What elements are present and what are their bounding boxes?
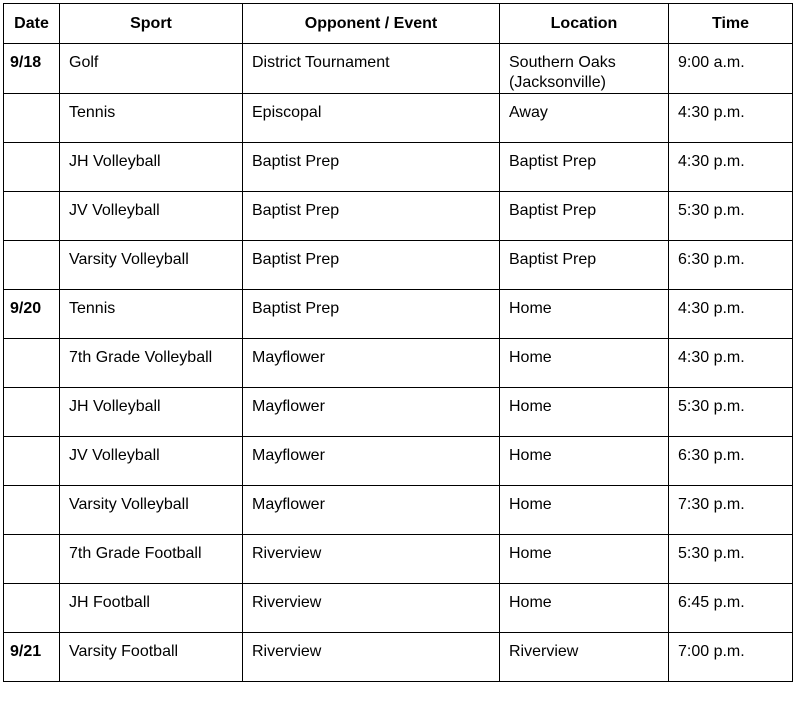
schedule-body [4, 44, 793, 682]
table-row [4, 339, 793, 388]
cell-opponent: Riverview [243, 633, 500, 682]
header-location: Location [500, 4, 669, 44]
location-line: Home [509, 300, 552, 317]
cell-sport: JV Volleyball [60, 437, 243, 486]
cell-location [500, 535, 669, 584]
table-row [4, 486, 793, 535]
cell-date [4, 486, 60, 535]
header-opponent: Opponent / Event [243, 4, 500, 44]
cell-location [500, 339, 669, 388]
cell-location [500, 192, 669, 241]
table-row [4, 143, 793, 192]
cell-sport: JH Volleyball [60, 143, 243, 192]
cell-location [500, 437, 669, 486]
cell-date: 9/20 [4, 290, 60, 339]
location-line: Baptist Prep [509, 202, 597, 219]
cell-time: 5:30 p.m. [669, 388, 793, 437]
cell-time: 7:30 p.m. [669, 486, 793, 535]
cell-date [4, 94, 60, 143]
header-row [4, 4, 793, 44]
cell-time: 4:30 p.m. [669, 290, 793, 339]
table-row [4, 94, 793, 143]
table-row [4, 584, 793, 633]
cell-date [4, 584, 60, 633]
header-time: Time [669, 4, 793, 44]
cell-date [4, 535, 60, 584]
cell-date [4, 143, 60, 192]
location-line: Home [509, 496, 552, 513]
location-line: Home [509, 447, 552, 464]
cell-time: 5:30 p.m. [669, 192, 793, 241]
location-line: Away [509, 104, 548, 121]
cell-date: 9/18 [4, 44, 60, 94]
cell-opponent: Mayflower [243, 437, 500, 486]
location-line: Home [509, 398, 552, 415]
cell-opponent: District Tournament [243, 44, 500, 94]
cell-time: 6:45 p.m. [669, 584, 793, 633]
cell-sport: Golf [60, 44, 243, 94]
cell-opponent: Mayflower [243, 486, 500, 535]
cell-sport: Tennis [60, 290, 243, 339]
location-line: Baptist Prep [509, 153, 597, 170]
cell-date [4, 339, 60, 388]
cell-opponent: Baptist Prep [243, 241, 500, 290]
cell-opponent: Riverview [243, 584, 500, 633]
cell-location [500, 388, 669, 437]
table-row [4, 535, 793, 584]
cell-date: 9/21 [4, 633, 60, 682]
cell-time: 4:30 p.m. [669, 143, 793, 192]
cell-time: 6:30 p.m. [669, 241, 793, 290]
cell-opponent: Mayflower [243, 388, 500, 437]
cell-opponent: Baptist Prep [243, 290, 500, 339]
location-line: Southern Oaks [509, 54, 616, 71]
cell-sport: JH Volleyball [60, 388, 243, 437]
header-date: Date [4, 4, 60, 44]
cell-location [500, 486, 669, 535]
cell-location [500, 143, 669, 192]
cell-time: 4:30 p.m. [669, 339, 793, 388]
cell-sport: Varsity Volleyball [60, 241, 243, 290]
table-row [4, 241, 793, 290]
cell-sport: 7th Grade Football [60, 535, 243, 584]
location-line-secondary: (Jacksonville) [509, 74, 606, 91]
table-row [4, 388, 793, 437]
header-sport: Sport [60, 4, 243, 44]
cell-location [500, 94, 669, 143]
cell-location [500, 584, 669, 633]
cell-opponent: Episcopal [243, 94, 500, 143]
schedule-table [3, 3, 793, 682]
location-line: Baptist Prep [509, 251, 597, 268]
cell-time: 7:00 p.m. [669, 633, 793, 682]
cell-time: 9:00 a.m. [669, 44, 793, 94]
location-line: Home [509, 545, 552, 562]
cell-sport: 7th Grade Volleyball [60, 339, 243, 388]
cell-location [500, 633, 669, 682]
table-row [4, 192, 793, 241]
cell-location [500, 241, 669, 290]
cell-opponent: Mayflower [243, 339, 500, 388]
cell-date [4, 241, 60, 290]
table-row [4, 437, 793, 486]
table-row [4, 290, 793, 339]
cell-sport: Varsity Football [60, 633, 243, 682]
cell-opponent: Baptist Prep [243, 192, 500, 241]
cell-date [4, 192, 60, 241]
cell-sport: Tennis [60, 94, 243, 143]
cell-time: 5:30 p.m. [669, 535, 793, 584]
cell-time: 4:30 p.m. [669, 94, 793, 143]
cell-sport: Varsity Volleyball [60, 486, 243, 535]
location-line: Home [509, 349, 552, 366]
table-row [4, 633, 793, 682]
cell-sport: JV Volleyball [60, 192, 243, 241]
cell-location [500, 44, 669, 94]
cell-location [500, 290, 669, 339]
cell-time: 6:30 p.m. [669, 437, 793, 486]
table-row [4, 44, 793, 94]
location-line: Riverview [509, 643, 579, 660]
cell-opponent: Riverview [243, 535, 500, 584]
cell-sport: JH Football [60, 584, 243, 633]
cell-opponent: Baptist Prep [243, 143, 500, 192]
cell-date [4, 437, 60, 486]
cell-date [4, 388, 60, 437]
location-line: Home [509, 594, 552, 611]
